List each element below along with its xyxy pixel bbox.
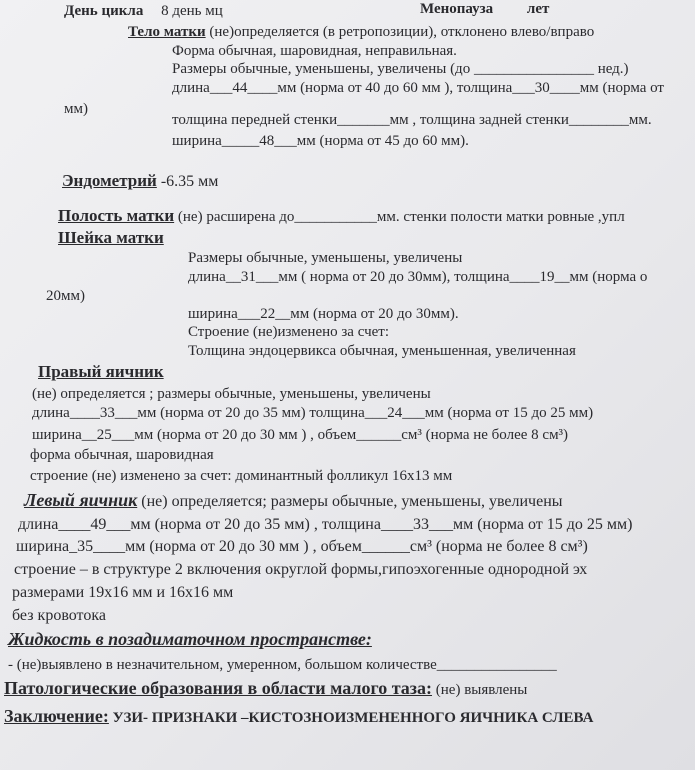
right-ovary-line5: строение (не) изменено за счет: доминантный фолликул 16х13 мм (30, 468, 453, 484)
right-ovary-line3: ширина__25___мм (норма от 20 до 30 мм ) , объем______см³ (норма не более 8 см³) (32, 427, 569, 443)
menopause-label: Менопауза (420, 1, 494, 17)
left-ovary-line1: (не) определяется; размеры обычные, уменьшены, увеличены (137, 493, 563, 510)
pathology-line (4, 679, 527, 699)
uterus-form: Форма обычная, шаровидная, неправильная. (172, 43, 457, 59)
uterus-body-position: (не)определяется (в ретропозиции), отклонено влево/вправо (205, 24, 595, 40)
cervix-endocervix: Толщина эндоцервикса обычная, уменьшенная, увеличенная (188, 343, 576, 359)
pathology-title: Патологические образования в области малого таза: (4, 678, 433, 698)
fluid-title-line (8, 630, 372, 650)
cycle-value: 8 день мц (161, 3, 223, 19)
uterus-length: длина___44____мм (норма от 40 до 60 мм ), толщина___30____мм (норма от (172, 80, 664, 96)
fluid-text: - (не)выявлено в незначительном, умеренном, большом количестве________________ (8, 657, 557, 673)
cavity-text: (не) расширена до___________мм. стенки полости матки ровные ,упл (174, 209, 625, 225)
cervix-title: Шейка матки (58, 228, 164, 247)
cycle-line (64, 2, 223, 20)
right-ovary-title-line (38, 363, 164, 382)
uterus-mm-cont: мм) (64, 101, 88, 117)
left-ovary-line5: размерами 19х16 мм и 16х16 мм (12, 584, 234, 601)
right-ovary-line4: форма обычная, шаровидная (30, 447, 214, 463)
menopause-line (420, 0, 549, 18)
cavity-title: Полость матки (58, 206, 175, 225)
left-ovary-line6: без кровотока (12, 607, 106, 624)
cervix-sizes: Размеры обычные, уменьшены, увеличены (188, 250, 463, 266)
endometrium-value: -6.35 мм (156, 173, 219, 190)
conclusion-text: УЗИ- ПРИЗНАКИ –КИСТОЗНОИЗМЕНЕННОГО ЯИЧНИКА СЛЕВА (108, 710, 594, 726)
cervix-mm-cont: 20мм) (46, 288, 85, 304)
endometrium-title: Эндометрий (62, 171, 157, 190)
cavity-line (58, 207, 625, 226)
right-ovary-title: Правый яичник (38, 362, 164, 381)
cervix-width: ширина___22__мм (норма от 20 до 30мм). (188, 306, 459, 322)
cycle-label: День цикла (64, 3, 144, 19)
endometrium-line (62, 172, 218, 191)
uterus-width: ширина_____48___мм (норма от 45 до 60 мм). (172, 133, 469, 149)
left-ovary-line (24, 491, 563, 511)
pathology-text: (не) выявлены (432, 682, 528, 698)
uterus-walls: толщина передней стенки_______мм , толщина задней стенки________мм. (172, 112, 652, 128)
cervix-title-line (58, 229, 164, 248)
menopause-unit: лет (526, 1, 550, 17)
left-ovary-line4: строение – в структуре 2 включения округлой формы,гипоэхогенные однородной эх (14, 561, 588, 578)
uterus-sizes: Размеры обычные, уменьшены, увеличены (до ________________ нед.) (172, 61, 629, 77)
fluid-title: Жидкость в позадиматочном пространстве: (8, 629, 372, 649)
uterus-body-line (128, 23, 594, 41)
uterus-body-title: Тело матки (128, 24, 206, 40)
conclusion-line (4, 707, 593, 727)
right-ovary-line1: (не) определяется ; размеры обычные, уменьшены, увеличены (32, 386, 431, 402)
left-ovary-line3: ширина_35____мм (норма от 20 до 30 мм ) , объем______см³ (норма не более 8 см³) (16, 538, 588, 555)
right-ovary-line2: длина____33___мм (норма от 20 до 35 мм) толщина___24___мм (норма от 15 до 25 мм) (32, 405, 594, 421)
left-ovary-title: Левый яичник (24, 490, 138, 510)
conclusion-title: Заключение: (4, 706, 109, 726)
left-ovary-line2: длина____49___мм (норма от 20 до 35 мм) , толщина____33___мм (норма от 15 до 25 мм) (18, 516, 633, 533)
cervix-length: длина__31___мм ( норма от 20 до 30мм), толщина____19__мм (норма о (188, 269, 648, 285)
cervix-structure: Строение (не)изменено за счет: (188, 324, 389, 340)
